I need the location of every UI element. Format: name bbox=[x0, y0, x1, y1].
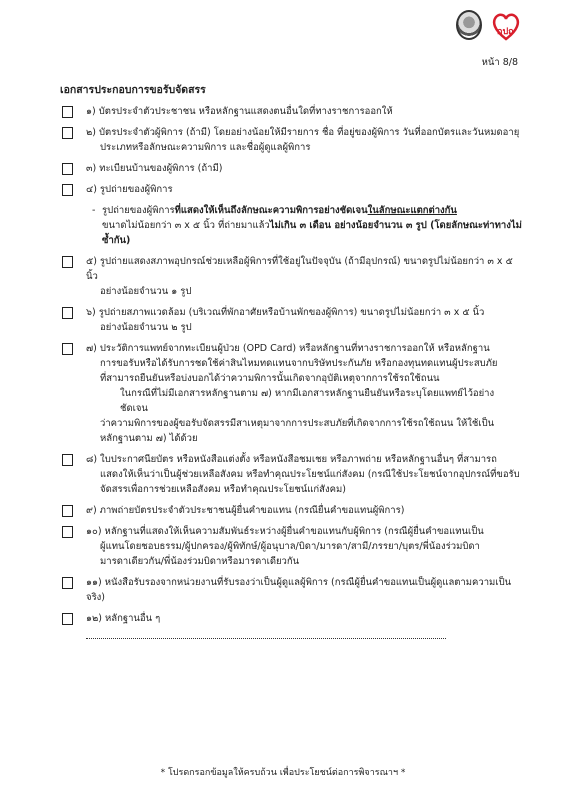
checklist-item-11 bbox=[62, 575, 522, 605]
checklist-item-4 bbox=[62, 182, 522, 197]
item-text-line: ๖) รูปถ่ายสภาพแวดล้อม (บริเวณที่พักอาศัยหรือบ้านพักของผู้พิการ) ขนาดรูปไม่น้อยกว่า ๓ x ๕ นิ้ว bbox=[86, 307, 485, 318]
header-logos bbox=[456, 10, 522, 42]
item-text: ๑๒) หลักฐานอื่น ๆ bbox=[86, 613, 161, 624]
checkbox[interactable] bbox=[62, 577, 73, 589]
photo-requirement-note: - รูปถ่ายของผู้พิการที่แสดงให้เห็นถึงลักษณะความพิการอย่างชัดเจนในลักษณะแตกต่างกัน ขนาดไม่น้อยกว่า ๓ x ๕ นิ้ว ที่ถ่ายมาแล้วไม่เกิน ๓ เดือน อย่างน้อยจำนวน ๓ รูป (โดยลักษณะท่าทางไม่ซ้ำกัน) bbox=[92, 205, 522, 246]
item-text-line: จัดสรรเพื่อการช่วยเหลือสังคม หรือทำคุณประโยชน์แก่สังคม) bbox=[100, 484, 346, 495]
item-text-line: อย่างน้อยจำนวน ๒ รูป bbox=[100, 322, 192, 333]
item-text-line: ว่าความพิการของผู้ขอรับจัดสรรมีสาเหตุมาจากการประสบภัยที่เกิดจากการใช้รถใช้ถนน ให้ใช้เป็น bbox=[100, 418, 495, 429]
item-text-line: ๒) บัตรประจำตัวผู้พิการ (ถ้ามี) โดยอย่างน้อยให้มีรายการ ชื่อ ที่อยู่ของผู้พิการ วันที่ออกบัตรและวันหมดอายุ bbox=[86, 127, 520, 138]
item-text-line: ๕) รูปถ่ายแสดงสภาพอุปกรณ์ช่วยเหลือผู้พิการที่ใช้อยู่ในปัจจุบัน (ถ้ามีอุปกรณ์) ขนาดรูปไม่น้อยกว่า ๓ x ๕ นิ้ว bbox=[86, 256, 513, 282]
kpt-heart-logo bbox=[490, 10, 522, 42]
checklist-item-7 bbox=[62, 341, 522, 446]
note-text: รูปถ่ายของผู้พิการ bbox=[102, 205, 175, 216]
item-text: ๔) รูปถ่ายของผู้พิการ bbox=[86, 184, 173, 195]
item-text-line: ผู้แทนโดยชอบธรรม/ผู้ปกครอง/ผู้พิทักษ์/ผู้อนุบาล/บิดา/มารดา/สามี/ภรรยา/บุตร/พี่น้องร่วมบิดา bbox=[100, 541, 480, 552]
page-number: หน้า 8/8 bbox=[481, 57, 518, 68]
item-text: ๓) ทะเบียนบ้านของผู้พิการ (ถ้ามี) bbox=[86, 163, 223, 174]
checkbox[interactable] bbox=[62, 256, 73, 268]
item-text-line: ๘) ใบประกาศนียบัตร หรือหนังสือแต่งตั้ง หรือหนังสือชมเชย หรือภาพถ่าย หรือหลักฐานอื่นๆ ที่สามารถ bbox=[86, 454, 497, 465]
note-underline: ในลักษณะแตกต่างกัน bbox=[367, 205, 457, 216]
item-text-line: มารดาเดียวกัน/พี่น้องร่วมบิดาหรือมารดาเดียวกัน bbox=[100, 556, 300, 567]
item-text-line: การขอรับหรือได้รับการชดใช้ค่าสินไหมทดแทนจากบริษัทประกันภัย หรือกองทุนทดแทนผู้ประสบภัย bbox=[100, 358, 498, 369]
government-seal-icon bbox=[456, 10, 482, 40]
logo-text: กปถ bbox=[497, 27, 514, 37]
checkbox[interactable] bbox=[62, 505, 73, 517]
checklist-item-9 bbox=[62, 503, 522, 518]
item-text-line: หลักฐานตาม ๗) ได้ด้วย bbox=[100, 433, 198, 444]
item-text-line: แสดงให้เห็นว่าเป็นผู้ช่วยเหลือสังคม หรือทำคุณประโยชน์แก่สังคม (กรณีใช้ประโยชน์จากอุปกรณ์ที่ขอรับ bbox=[100, 469, 520, 480]
document-checklist bbox=[62, 104, 522, 647]
note-text: ขนาดไม่น้อยกว่า ๓ x ๕ นิ้ว ที่ถ่ายมาแล้ว bbox=[102, 220, 270, 231]
footer-note: * โปรดกรอกข้อมูลให้ครบถ้วน เพื่อประโยชน์ต่อการพิจารณาฯ * bbox=[160, 768, 406, 778]
item-text-line: อย่างน้อยจำนวน ๑ รูป bbox=[100, 286, 192, 297]
checklist-item-3 bbox=[62, 161, 522, 176]
note-emphasis: ไม่เกิน ๓ เดือน อย่างน้อยจำนวน ๓ รูป (โดยลักษณะท่าทางไม่ซ้ำกัน) bbox=[102, 220, 522, 246]
checkbox[interactable] bbox=[62, 106, 73, 118]
item-text-line: ๗) ประวัติการแพทย์จากทะเบียนผู้ป่วย (OPD Card) หรือหลักฐานที่ทางราชการออกให้ หรือหลักฐาน bbox=[86, 343, 490, 354]
checklist-item-8 bbox=[62, 452, 522, 497]
item-text: ๑๑) หนังสือรับรองจากหน่วยงานที่รับรองว่าเป็นผู้ดูแลผู้พิการ (กรณีผู้ยื่นคำขอแทนเป็นผู้ดูแลตามความเป็นจริง) bbox=[86, 577, 512, 603]
item-text-line: ประเภทหรือลักษณะความพิการ และชื่อผู้ดูแลผู้พิการ bbox=[100, 142, 311, 153]
item-text-line: ที่สามารถยืนยันหรือบ่งบอกได้ว่าความพิการนั้นเกิดจากอุบัติเหตุจากการใช้รถใช้ถนน bbox=[100, 373, 440, 384]
checklist-item-5 bbox=[62, 254, 522, 299]
note-emphasis: ที่แสดงให้เห็นถึงลักษณะความพิการอย่างชัดเจน bbox=[174, 205, 368, 216]
checklist-item-6 bbox=[62, 305, 522, 335]
checklist-item-1 bbox=[62, 104, 522, 119]
page-title: เอกสารประกอบการขอรับจัดสรร bbox=[60, 84, 206, 96]
checkbox[interactable] bbox=[62, 184, 73, 196]
checkbox[interactable] bbox=[62, 526, 73, 538]
checkbox[interactable] bbox=[62, 613, 73, 625]
item-text: ๙) ภาพถ่ายบัตรประจำตัวประชาชนผู้ยื่นคำขอแทน (กรณียื่นคำขอแทนผู้พิการ) bbox=[86, 505, 405, 516]
checkbox[interactable] bbox=[62, 163, 73, 175]
checkbox[interactable] bbox=[62, 127, 73, 139]
checklist-item-2 bbox=[62, 125, 522, 155]
other-evidence-blank[interactable] bbox=[86, 628, 446, 639]
item-text-line: ๑๐) หลักฐานที่แสดงให้เห็นความสัมพันธ์ระหว่างผู้ยื่นคำขอแทนกับผู้พิการ (กรณีผู้ยื่นคำขอแทนเป็น bbox=[86, 526, 484, 537]
checklist-item-10 bbox=[62, 524, 522, 569]
checkbox[interactable] bbox=[62, 307, 73, 319]
item-text: ๑) บัตรประจำตัวประชาชน หรือหลักฐานแสดงตนอื่นใดที่ทางราชการออกให้ bbox=[86, 106, 393, 117]
checkbox[interactable] bbox=[62, 454, 73, 466]
checklist-item-12 bbox=[62, 611, 522, 641]
checkbox[interactable] bbox=[62, 343, 73, 355]
item-text-line: ในกรณีที่ไม่มีเอกสารหลักฐานตาม ๗) หากมีเอกสารหลักฐานยืนยันหรือระบุโดยแพทย์ไว้อย่างชัดเจน bbox=[120, 388, 495, 414]
